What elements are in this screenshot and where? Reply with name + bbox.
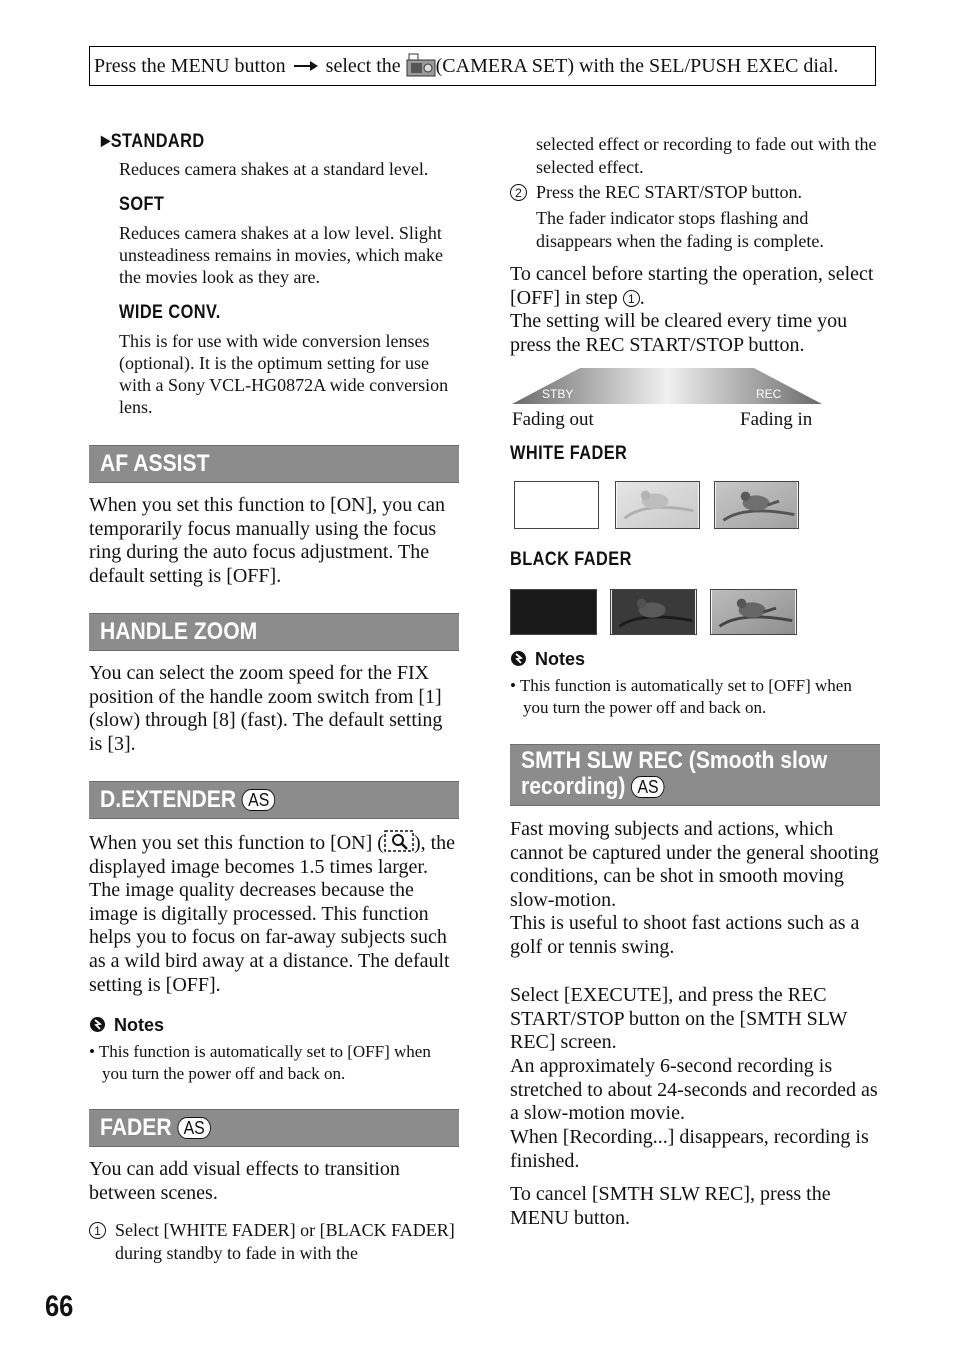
fader-step-2-desc: The fader indicator stops flashing and disappears when the fading is complete. <box>536 208 824 251</box>
instruction-text-3: (CAMERA SET) with the SEL/PUSH EXEC dial. <box>435 55 839 77</box>
af-assist-body: When you set this function to [ON], you can temporarily focus manually using the focus ring during the auto focus adjustment. The default setting is [OFF]. <box>89 494 446 587</box>
smth-slw-rec-para-2: This is useful to shoot fast actions such as a golf or tennis swing. <box>510 912 860 958</box>
black-fader-title: BLACK FADER <box>510 549 632 570</box>
page-number: 66 <box>45 1290 74 1323</box>
option-soft <box>119 194 464 288</box>
menu-instruction-bar <box>89 46 876 86</box>
as-badge: AS <box>242 789 275 811</box>
black-fader-frame-1 <box>510 589 597 635</box>
handle-zoom-body: You can select the zoom speed for the FIX position of the handle zoom switch from [1] (slow) through [8] (fast). The default setting is [3]. <box>89 662 443 755</box>
fading-out-label: Fading out <box>512 409 594 430</box>
notes-icon <box>510 650 527 667</box>
option-desc: This is for use with wide conversion lenses (optional). It is the optimum setting for use with a Sony VCL-HG0872A wide conversion lens. <box>119 331 449 417</box>
handle-zoom-heading: HANDLE ZOOM <box>89 613 459 651</box>
fader-heading <box>89 1109 459 1147</box>
section-title-line-2: recording) <box>521 773 626 800</box>
d-extender-heading <box>89 781 459 819</box>
fader-step-1 <box>89 1219 461 1263</box>
digital-extender-icon <box>384 830 414 852</box>
option-desc: Reduces camera shakes at a standard level. <box>119 159 429 179</box>
option-title: SOFT <box>119 194 165 215</box>
black-fader-frame-2 <box>610 589 697 635</box>
step-text: Select [WHITE FADER] or [BLACK FADER] during standby to fade in with the <box>115 1220 455 1263</box>
smth-slw-rec-para-5: When [Recording...] disappears, recording is finished. <box>510 1126 869 1172</box>
fader-cleared-text: The setting will be cleared every time you press the REC START/STOP button. <box>510 310 848 356</box>
right-arrow-icon <box>293 60 319 72</box>
smth-slw-rec-heading <box>510 744 880 806</box>
section-title: D.EXTENDER <box>100 786 237 813</box>
fader-body: You can add visual effects to transition between scenes. <box>89 1158 400 1204</box>
smth-slw-rec-para-4: An approximately 6-second recording is stretched to about 24-seconds and recorded as a slow-motion movie. <box>510 1055 878 1125</box>
d-extender-body: When you set this function to [ON] ( ), the displayed image becomes 1.5 times larger. The image quality decreases because the image is digitally processed. This function helps you to focus on far-away subjects such as a wild bird away at a distance. The default setting is [OFF]. <box>89 832 456 996</box>
rec-label: REC <box>756 387 782 401</box>
smth-slw-rec-para-1: Fast moving subjects and actions, which cannot be captured under the general shooting conditions, can be shot in smooth moving slow-motion. <box>510 818 879 911</box>
option-wide-conv <box>119 302 464 418</box>
fader-step-2 <box>510 181 882 204</box>
camera-set-icon <box>406 53 436 77</box>
option-desc: Reduces camera shakes at a low level. Slight unsteadiness remains in movies, which make the movies look as they are. <box>119 223 443 287</box>
section-title-line-1: SMTH SLW REC (Smooth slow <box>521 747 828 774</box>
fader-step-1-continued: selected effect or recording to fade out with the selected effect. <box>536 134 877 177</box>
option-standard <box>101 131 459 180</box>
section-title: FADER <box>100 1114 172 1141</box>
white-fader-frame-3 <box>714 481 799 529</box>
as-badge: AS <box>177 1117 210 1139</box>
instruction-text-1: Press the MENU button <box>94 55 286 77</box>
black-fader-frame-3 <box>710 589 797 635</box>
step-reference: 1 <box>623 290 640 307</box>
step-number: 2 <box>510 184 527 201</box>
as-badge: AS <box>631 776 664 798</box>
step-text: Press the REC START/STOP button. <box>536 182 803 202</box>
selected-marker-icon: ▶ <box>101 132 111 148</box>
white-fader-title: WHITE FADER <box>510 443 628 464</box>
step-number: 1 <box>89 1222 106 1239</box>
option-title: STANDARD <box>110 131 205 152</box>
note-item: • This function is automatically set to [OFF] when you turn the power off and back on. <box>510 676 852 717</box>
white-fader-frame-1 <box>514 481 599 529</box>
af-assist-heading: AF ASSIST <box>89 445 459 483</box>
notes-icon <box>89 1016 106 1033</box>
option-title: WIDE CONV. <box>119 302 221 323</box>
smth-slw-rec-para-3: Select [EXECUTE], and press the REC START/STOP button on the [SMTH SLW REC] screen. <box>510 984 848 1054</box>
fader-cancel-text: To cancel before starting the operation, select [OFF] in step 1 . <box>510 263 874 309</box>
instruction-text-2: select the <box>325 55 401 77</box>
smth-slw-rec-para-6: To cancel [SMTH SLW REC], press the MENU button. <box>510 1183 831 1229</box>
white-fader-frame-2 <box>615 481 700 529</box>
note-item: • This function is automatically set to [OFF] when you turn the power off and back on. <box>89 1042 431 1083</box>
d-extender-notes: Notes • This function is automatically set to [OFF] when you turn the power off and back on. <box>89 1015 459 1085</box>
fading-in-label: Fading in <box>740 409 813 430</box>
fader-notes: Notes • This function is automatically set to [OFF] when you turn the power off and back on. <box>510 649 880 719</box>
stby-label: STBY <box>542 387 574 401</box>
